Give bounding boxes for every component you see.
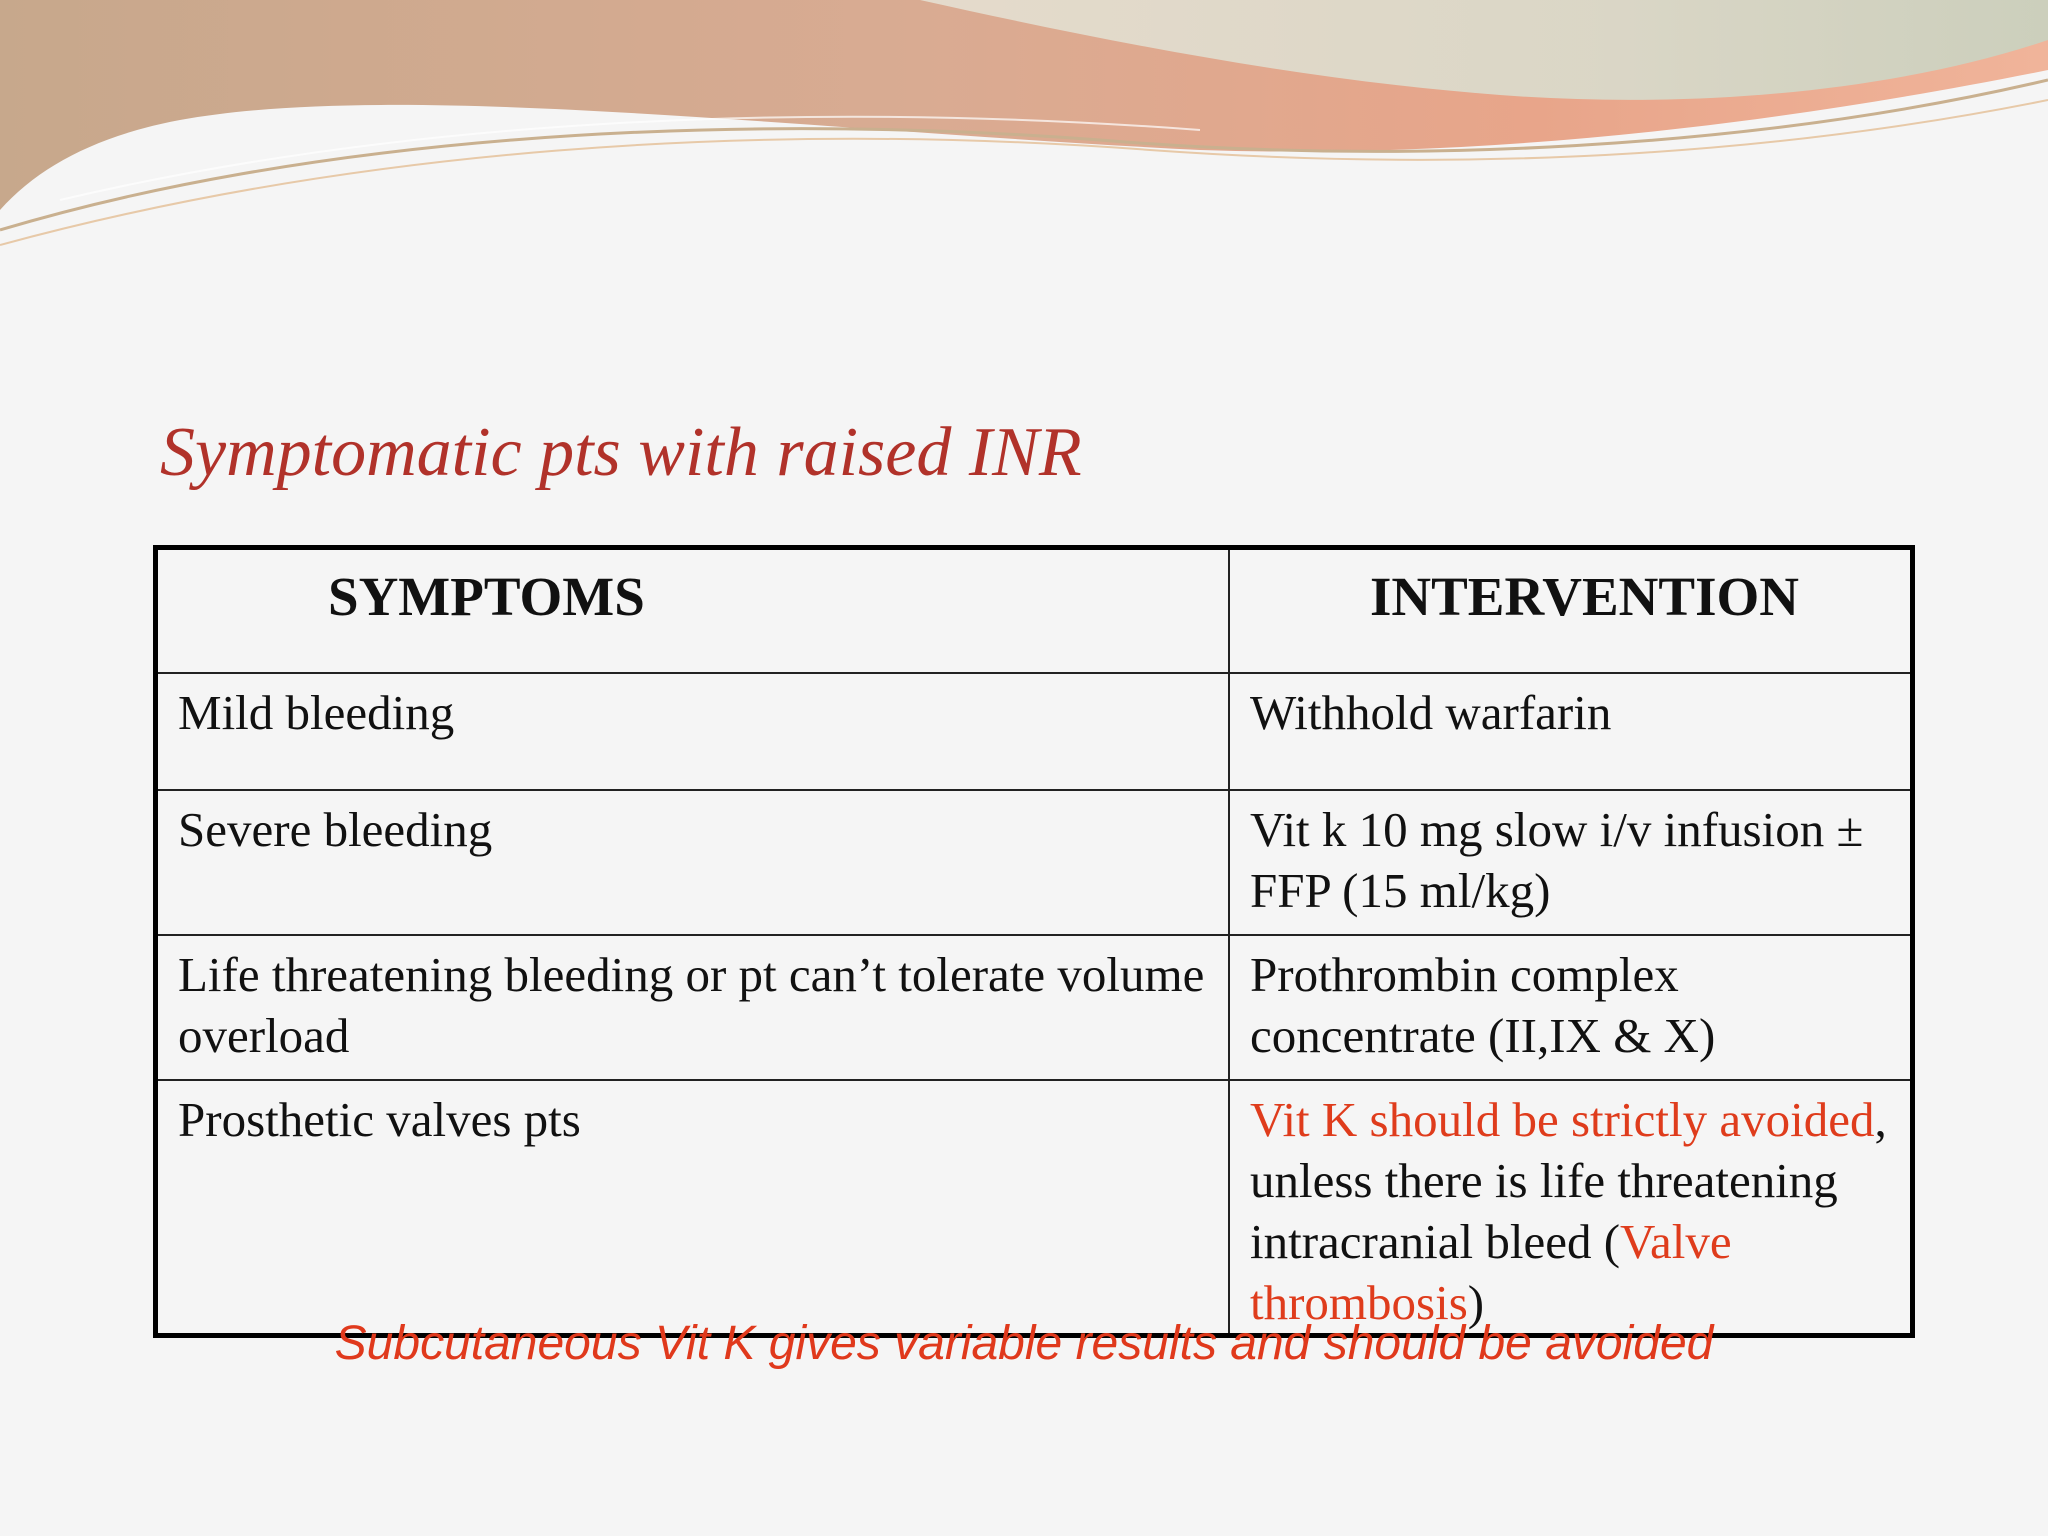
table-row: [156, 673, 1913, 790]
table-row: [156, 1080, 1913, 1336]
intervention-cell: Prothrombin complex concentrate (II,IX & X): [1229, 935, 1913, 1080]
decorative-wave-header: [0, 0, 2048, 260]
symptom-cell: Life threatening bleeding or pt can’t tolerate volume overload: [156, 935, 1230, 1080]
intervention-text: , unless there is life threatening intracranial bleed (: [1250, 1092, 1887, 1269]
header-symptoms: SYMPTOMS: [156, 548, 1230, 674]
intervention-text-end: ): [1467, 1275, 1485, 1330]
table-header-row: [156, 548, 1913, 674]
table-row: [156, 790, 1913, 935]
symptom-cell-highlight: Prosthetic valves pts: [156, 1080, 1230, 1336]
intervention-cell: [1229, 1080, 1913, 1336]
symptom-intervention-table: [153, 545, 1915, 1338]
header-intervention: INTERVENTION: [1229, 548, 1913, 674]
intervention-warning-highlight-2: Valve thrombosis: [1250, 1214, 1732, 1330]
intervention-cell: Withhold warfarin: [1229, 673, 1913, 790]
footnote: Subcutaneous Vit K gives variable results and should be avoided: [334, 1317, 1714, 1370]
symptom-cell: Mild bleeding: [156, 673, 1230, 790]
table-row: [156, 935, 1913, 1080]
intervention-warning-highlight: Vit K should be strictly avoided: [1250, 1092, 1875, 1147]
slide-title: Symptomatic pts with raised INR: [160, 414, 1082, 491]
intervention-cell: Vit k 10 mg slow i/v infusion ± FFP (15 ml/kg): [1229, 790, 1913, 935]
symptom-cell: Severe bleeding: [156, 790, 1230, 935]
